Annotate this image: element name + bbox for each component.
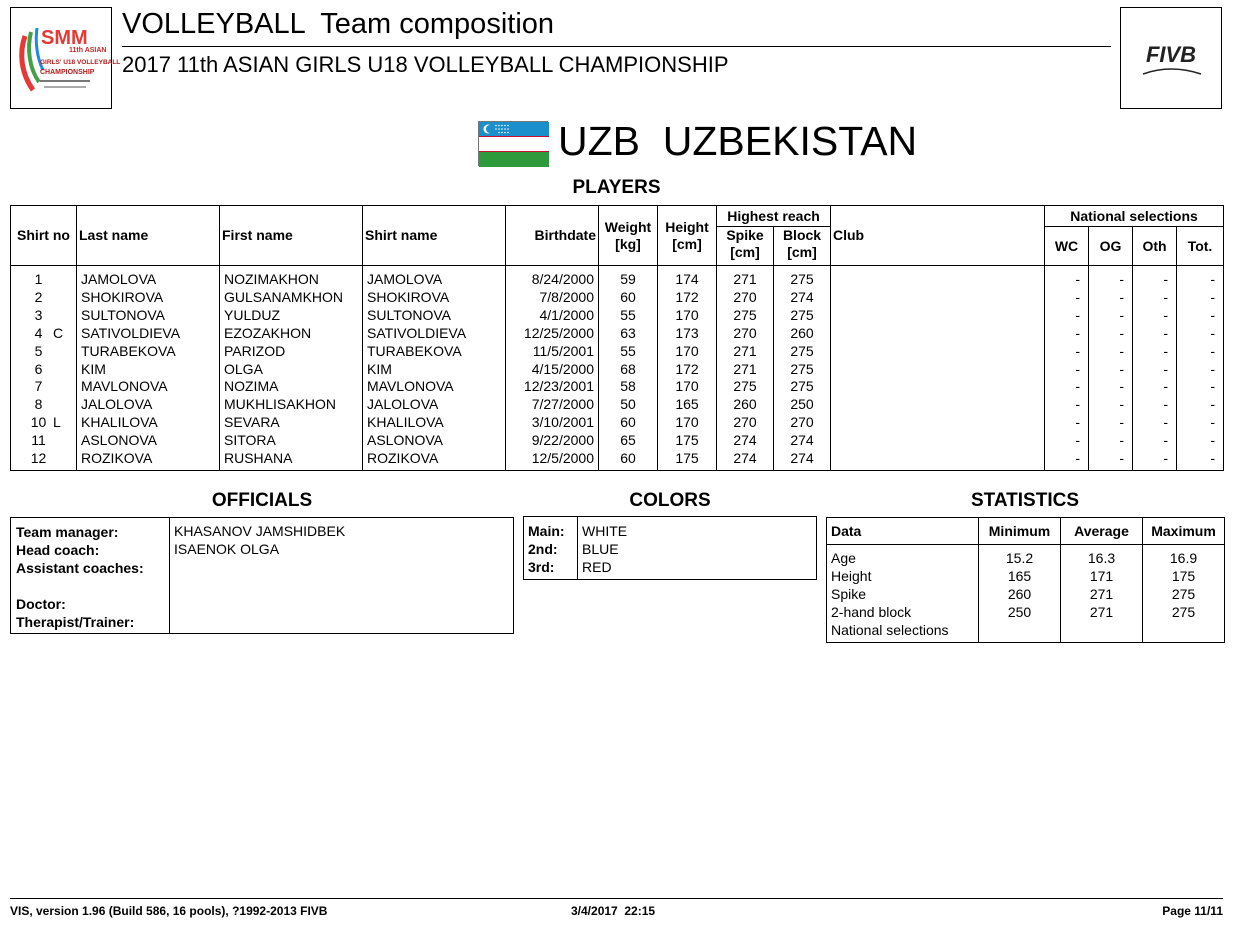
player-club [831,361,1045,379]
player-first-name: SEVARA [220,414,363,432]
player-club [831,343,1045,361]
player-birthdate: 11/5/2001 [506,343,599,361]
shirt-number: 12 [30,450,47,467]
player-spike: 260 [717,396,774,414]
player-height: 165 [658,396,717,414]
player-spike: 275 [717,307,774,325]
player-og: - [1089,325,1133,343]
shirt-number: 10 [30,414,47,431]
player-weight: 63 [599,325,658,343]
stats-max: 175 [1143,567,1225,585]
officials-box [10,517,514,634]
statistics-table [826,517,1225,643]
player-tot: - [1177,450,1224,470]
player-block: 275 [774,361,831,379]
stats-label: 2-hand block [827,603,979,621]
player-height: 170 [658,307,717,325]
player-weight: 60 [599,289,658,307]
player-birthdate: 12/5/2000 [506,450,599,470]
stats-row [827,621,1225,643]
player-weight: 59 [599,266,658,289]
player-last-name: SULTONOVA [77,307,220,325]
player-row [11,450,1224,470]
player-height: 173 [658,325,717,343]
player-shirt-name: SULTONOVA [363,307,506,325]
stats-row [827,585,1225,603]
player-row [11,361,1224,379]
shirt-number: 6 [34,360,43,377]
player-row [11,396,1224,414]
player-oth: - [1133,432,1177,450]
player-height: 174 [658,266,717,289]
stats-max: 275 [1143,603,1225,621]
player-tot: - [1177,289,1224,307]
player-oth: - [1133,396,1177,414]
player-last-name: TURABEKOVA [77,343,220,361]
header-birthdate: Birthdate [506,206,599,266]
header-highest-reach: Highest reach [717,206,831,227]
stats-avg: 271 [1061,603,1143,621]
stats-label: National selections [827,621,979,643]
player-shirt-name: ASLONOVA [363,432,506,450]
header-weight: Weight [kg] [599,206,658,266]
shirt-number: 4 [34,324,43,341]
stats-min [979,621,1061,643]
player-og: - [1089,307,1133,325]
page-title: VOLLEYBALL Team composition [122,8,555,40]
title-divider [122,46,1111,47]
player-oth: - [1133,343,1177,361]
player-birthdate: 4/1/2000 [506,307,599,325]
officials-section-title: OFFICIALS [211,490,313,511]
players-table [10,205,1224,471]
head-coach-label: Head coach: [16,542,100,558]
player-last-name: JAMOLOVA [77,266,220,289]
stats-max: 16.9 [1143,545,1225,568]
player-birthdate: 12/25/2000 [506,325,599,343]
shirt-number: 2 [34,288,43,305]
event-logo-line4: CHAMPIONSHIP [40,69,95,76]
player-block: 250 [774,396,831,414]
player-weight: 55 [599,307,658,325]
player-club [831,432,1045,450]
player-first-name: EZOZAKHON [220,325,363,343]
player-last-name: ASLONOVA [77,432,220,450]
statistics-header-row [827,518,1225,545]
player-og: - [1089,396,1133,414]
player-block: 274 [774,432,831,450]
player-first-name: GULSANAMKHON [220,289,363,307]
team-name: UZB UZBEKISTAN [558,118,918,164]
player-row [11,432,1224,450]
therapist-label: Therapist/Trainer: [16,614,135,630]
stats-min: 250 [979,603,1061,621]
player-row [11,266,1224,289]
player-shirt-name: SHOKIROVA [363,289,506,307]
player-height: 175 [658,450,717,470]
player-oth: - [1133,266,1177,289]
player-block: 275 [774,266,831,289]
player-birthdate: 4/15/2000 [506,361,599,379]
stats-label: Height [827,567,979,585]
header-tot: Tot. [1177,227,1224,266]
player-height: 170 [658,343,717,361]
player-shirt-name: JALOLOVA [363,396,506,414]
player-spike: 270 [717,289,774,307]
player-spike: 274 [717,432,774,450]
player-wc: - [1045,414,1089,432]
player-birthdate: 3/10/2001 [506,414,599,432]
player-shirt-name: JAMOLOVA [363,266,506,289]
event-logo-line1: SMM [41,27,88,49]
player-spike: 271 [717,361,774,379]
player-shirt-name: KHALILOVA [363,414,506,432]
player-wc: - [1045,396,1089,414]
footer-page: Page 11/11 [1162,904,1223,918]
player-last-name: ROZIKOVA [77,450,220,470]
stats-min: 165 [979,567,1061,585]
player-first-name: OLGA [220,361,363,379]
player-tot: - [1177,432,1224,450]
main-color-value: WHITE [582,523,628,539]
shirt-number: 1 [34,271,43,287]
player-club [831,396,1045,414]
header-national-selections: National selections [1045,206,1224,227]
stats-avg: 171 [1061,567,1143,585]
player-club [831,289,1045,307]
header-last-name: Last name [77,206,220,266]
stats-max: 275 [1143,585,1225,603]
player-birthdate: 7/27/2000 [506,396,599,414]
player-last-name: JALOLOVA [77,396,220,414]
player-shirt-name: TURABEKOVA [363,343,506,361]
header-oth: Oth [1133,227,1177,266]
player-row [11,378,1224,396]
player-club [831,325,1045,343]
player-shirt-no [11,414,77,432]
player-tot: - [1177,325,1224,343]
header-spike: Spike [cm] [717,227,774,266]
player-oth: - [1133,378,1177,396]
player-block: 275 [774,378,831,396]
shirt-number: 11 [31,432,46,449]
footer-version: VIS, version 1.96 (Build 586, 16 pools), ?1992-2013 FIVB [10,904,328,918]
player-og: - [1089,361,1133,379]
player-shirt-no [11,450,77,470]
player-shirt-name: ROZIKOVA [363,450,506,470]
player-block: 274 [774,289,831,307]
player-spike: 271 [717,266,774,289]
player-first-name: RUSHANA [220,450,363,470]
player-height: 172 [658,361,717,379]
player-role-flag: C [53,324,64,341]
shirt-number: 5 [34,342,43,359]
shirt-number: 8 [34,396,43,413]
player-weight: 65 [599,432,658,450]
stats-min: 260 [979,585,1061,603]
stats-header-max: Maximum [1143,518,1225,545]
second-color-label: 2nd: [528,541,558,557]
doctor-label: Doctor: [16,596,66,612]
player-og: - [1089,450,1133,470]
player-block: 274 [774,450,831,470]
player-shirt-name: SATIVOLDIEVA [363,325,506,343]
header-shirt-no: Shirt no [11,206,77,266]
player-weight: 55 [599,343,658,361]
player-block: 275 [774,307,831,325]
player-block: 260 [774,325,831,343]
player-og: - [1089,266,1133,289]
stats-min: 15.2 [979,545,1061,568]
player-oth: - [1133,361,1177,379]
player-shirt-name: KIM [363,361,506,379]
third-color-value: RED [582,559,612,575]
player-og: - [1089,378,1133,396]
shirt-number: 7 [34,378,43,395]
player-birthdate: 8/24/2000 [506,266,599,289]
player-block: 270 [774,414,831,432]
player-block: 275 [774,343,831,361]
player-row [11,289,1224,307]
player-spike: 275 [717,378,774,396]
stats-avg [1061,621,1143,643]
player-wc: - [1045,432,1089,450]
player-spike: 270 [717,325,774,343]
team-manager-value: KHASANOV JAMSHIDBEK [174,523,346,539]
player-last-name: KHALILOVA [77,414,220,432]
player-tot: - [1177,343,1224,361]
player-first-name: NOZIMAKHON [220,266,363,289]
player-first-name: SITORA [220,432,363,450]
player-spike: 274 [717,450,774,470]
fivb-logo [1120,7,1222,109]
event-logo-line3: GIRLS' U18 VOLLEYBALL [40,59,121,66]
player-birthdate: 7/8/2000 [506,289,599,307]
colors-section-title: COLORS [629,490,711,511]
header-og: OG [1089,227,1133,266]
player-shirt-no [11,361,77,379]
player-first-name: MUKHLISAKHON [220,396,363,414]
header-shirt-name: Shirt name [363,206,506,266]
event-logo [10,7,121,109]
player-height: 172 [658,289,717,307]
player-shirt-no [11,378,77,396]
player-height: 175 [658,432,717,450]
player-oth: - [1133,307,1177,325]
player-club [831,414,1045,432]
fivb-logo-text: FIVB [1145,42,1197,67]
footer-datetime: 3/4/2017 22:15 [571,904,656,918]
player-weight: 60 [599,414,658,432]
player-wc: - [1045,325,1089,343]
statistics-section-title: STATISTICS [970,490,1080,511]
event-logo-line2: 11th ASIAN [69,47,107,54]
header-block: Block [cm] [774,227,831,266]
player-row [11,325,1224,343]
players-header-row [11,206,1224,227]
stats-avg: 271 [1061,585,1143,603]
fivb-logo-icon [1121,8,1221,108]
player-row [11,343,1224,361]
header-height: Height [cm] [658,206,717,266]
player-wc: - [1045,266,1089,289]
player-tot: - [1177,266,1224,289]
header-first-name: First name [220,206,363,266]
stats-avg: 16.3 [1061,545,1143,568]
player-wc: - [1045,378,1089,396]
player-height: 170 [658,414,717,432]
player-wc: - [1045,307,1089,325]
player-club [831,307,1045,325]
player-tot: - [1177,396,1224,414]
player-og: - [1089,343,1133,361]
player-shirt-no [11,325,77,343]
player-club [831,450,1045,470]
player-shirt-name: MAVLONOVA [363,378,506,396]
player-oth: - [1133,289,1177,307]
player-tot: - [1177,307,1224,325]
stats-max [1143,621,1225,643]
stats-row [827,567,1225,585]
header-club: Club [831,206,1045,266]
stats-label: Spike [827,585,979,603]
stats-label: Age [827,545,979,568]
player-wc: - [1045,343,1089,361]
player-shirt-no [11,396,77,414]
player-first-name: NOZIMA [220,378,363,396]
player-shirt-no [11,307,77,325]
player-tot: - [1177,414,1224,432]
player-last-name: SHOKIROVA [77,289,220,307]
players-section-title: PLAYERS [572,177,661,198]
player-weight: 58 [599,378,658,396]
player-shirt-no [11,343,77,361]
player-wc: - [1045,361,1089,379]
event-logo-icon [11,8,121,108]
player-oth: - [1133,325,1177,343]
player-wc: - [1045,289,1089,307]
player-tot: - [1177,378,1224,396]
third-color-label: 3rd: [528,559,555,575]
player-weight: 68 [599,361,658,379]
stats-header-avg: Average [1061,518,1143,545]
team-manager-label: Team manager: [16,524,119,540]
player-last-name: KIM [77,361,220,379]
player-birthdate: 12/23/2001 [506,378,599,396]
player-wc: - [1045,450,1089,470]
player-role-flag: L [53,414,61,431]
player-spike: 271 [717,343,774,361]
player-row [11,414,1224,432]
player-spike: 270 [717,414,774,432]
player-shirt-no [11,266,77,289]
head-coach-value: ISAENOK OLGA [174,541,280,557]
player-tot: - [1177,361,1224,379]
player-og: - [1089,289,1133,307]
player-weight: 50 [599,396,658,414]
player-club [831,378,1045,396]
player-birthdate: 9/22/2000 [506,432,599,450]
main-color-label: Main: [528,523,565,539]
stats-row [827,545,1225,568]
player-first-name: YULDUZ [220,307,363,325]
championship-subtitle: 2017 11th ASIAN GIRLS U18 VOLLEYBALL CHAMPIONSHIP [122,52,729,77]
player-shirt-no [11,432,77,450]
player-last-name: SATIVOLDIEVA [77,325,220,343]
player-weight: 60 [599,450,658,470]
second-color-value: BLUE [582,541,619,557]
player-shirt-no [11,289,77,307]
player-oth: - [1133,414,1177,432]
colors-box [523,516,817,580]
player-og: - [1089,432,1133,450]
uzbekistan-flag-icon [478,121,548,166]
player-row [11,307,1224,325]
shirt-number: 3 [34,306,43,323]
player-og: - [1089,414,1133,432]
stats-header-min: Minimum [979,518,1061,545]
player-club [831,266,1045,289]
stats-header-data: Data [827,518,979,545]
assistant-coaches-label: Assistant coaches: [16,560,144,576]
player-height: 170 [658,378,717,396]
player-last-name: MAVLONOVA [77,378,220,396]
footer-divider [10,898,1223,899]
player-oth: - [1133,450,1177,470]
player-first-name: PARIZOD [220,343,363,361]
stats-row [827,603,1225,621]
header-wc: WC [1045,227,1089,266]
